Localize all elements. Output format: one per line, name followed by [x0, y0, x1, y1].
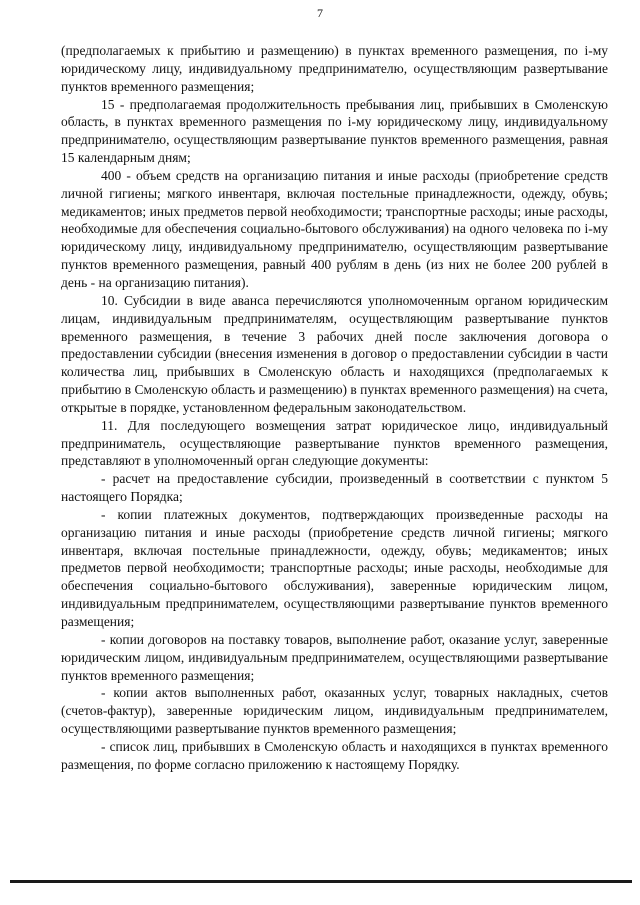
paragraph-clause-11: 11. Для последующего возмещения затрат юридическое лицо, индивидуальный предприниматель, осуществляющие развертывание пунктов временного размещения, представляют в уполномоченный орган следующие документы: — [61, 417, 608, 469]
list-item-supply-contracts: - копии договоров на поставку товаров, выполнение работ, оказание услуг, заверенные юридическим лицом, индивидуальным предпринимателем, осуществляющими развертывание пунктов временного размещения; — [61, 631, 608, 683]
paragraph-clause-10: 10. Субсидии в виде аванса перечисляются уполномоченным органом юридическим лицам, индивидуальным предпринимателям, осуществляющим развертывание пунктов временного размещения, в течение 3 рабочих дней после заключения договора о предоставлении субсидии (внесения изменения в договор о предоставлении субсидии в части количества лиц, прибывших в Смоленскую область и находящихся (предполагаемых к прибытию в Смоленскую область и размещению) в пунктах временного размещения) на счета, открытые в порядке, установленном федеральным законодательством. — [61, 292, 608, 415]
paragraph-expense-rate-term: 400 - объем средств на организацию питания и иные расходы (приобретение средств личной гигиены; мягкого инвентаря, включая постельные принадлежности, одежду, обувь; медикаментов; иных предметов первой необходимости; транспортные расходы; иные расходы, необходимые для обеспечения социально-бытового обслуживания) на одного человека по i-му юридическому лицу, индивидуальному предпринимателю, осуществляющим развертывание пунктов временного размещения, равный 400 рублям в день (из них не более 200 рублей в день - на организацию питания). — [61, 167, 608, 290]
paragraph-continuation: (предполагаемых к прибытию и размещению) в пунктах временного размещения, по i-му юридическому лицу, индивидуальному предпринимателю, осуществляющим развертывание пунктов временного размещения; — [61, 43, 608, 94]
list-item-payment-documents: - копии платежных документов, подтверждающих произведенные расходы на организацию питания и иные расходы (приобретение средств личной гигиены; мягкого инвентаря, включая постельные принадлежности, одежду, обувь; медикаментов; иных предметов первой необходимости; транспортные расходы; иные расходы, необходимые для обеспечения социально-бытового обслуживания), заверенные юридическим лицом, индивидуальным предпринимателем, осуществляющими развертывание пунктов временного размещения; — [61, 506, 608, 629]
list-item-work-acts: - копии актов выполненных работ, оказанных услуг, товарных накладных, счетов (счетов-фактур), заверенные юридическим лицом, индивидуальным предпринимателем, осуществляющими развертывание пунктов временного размещения; — [61, 685, 608, 737]
list-item-subsidy-calculation: - расчет на предоставление субсидии, произведенный в соответствии с пунктом 5 настоящего Порядка; — [61, 471, 608, 505]
page-number: 7 — [317, 6, 323, 20]
paragraph-duration-term: 15 - предполагаемая продолжительность пребывания лиц, прибывших в Смоленскую область, в пунктах временного размещения по i-му юридическому лицу, индивидуальному предпринимателю, осуществляющим развертывание пунктов временного размещения, равная 15 календарным дням; — [61, 96, 608, 166]
document-body — [61, 42, 608, 774]
bottom-divider — [10, 880, 632, 883]
list-item-persons-list: - список лиц, прибывших в Смоленскую область и находящихся в пунктах временного размещения, по форме согласно приложению к настоящему Порядку. — [61, 738, 608, 772]
